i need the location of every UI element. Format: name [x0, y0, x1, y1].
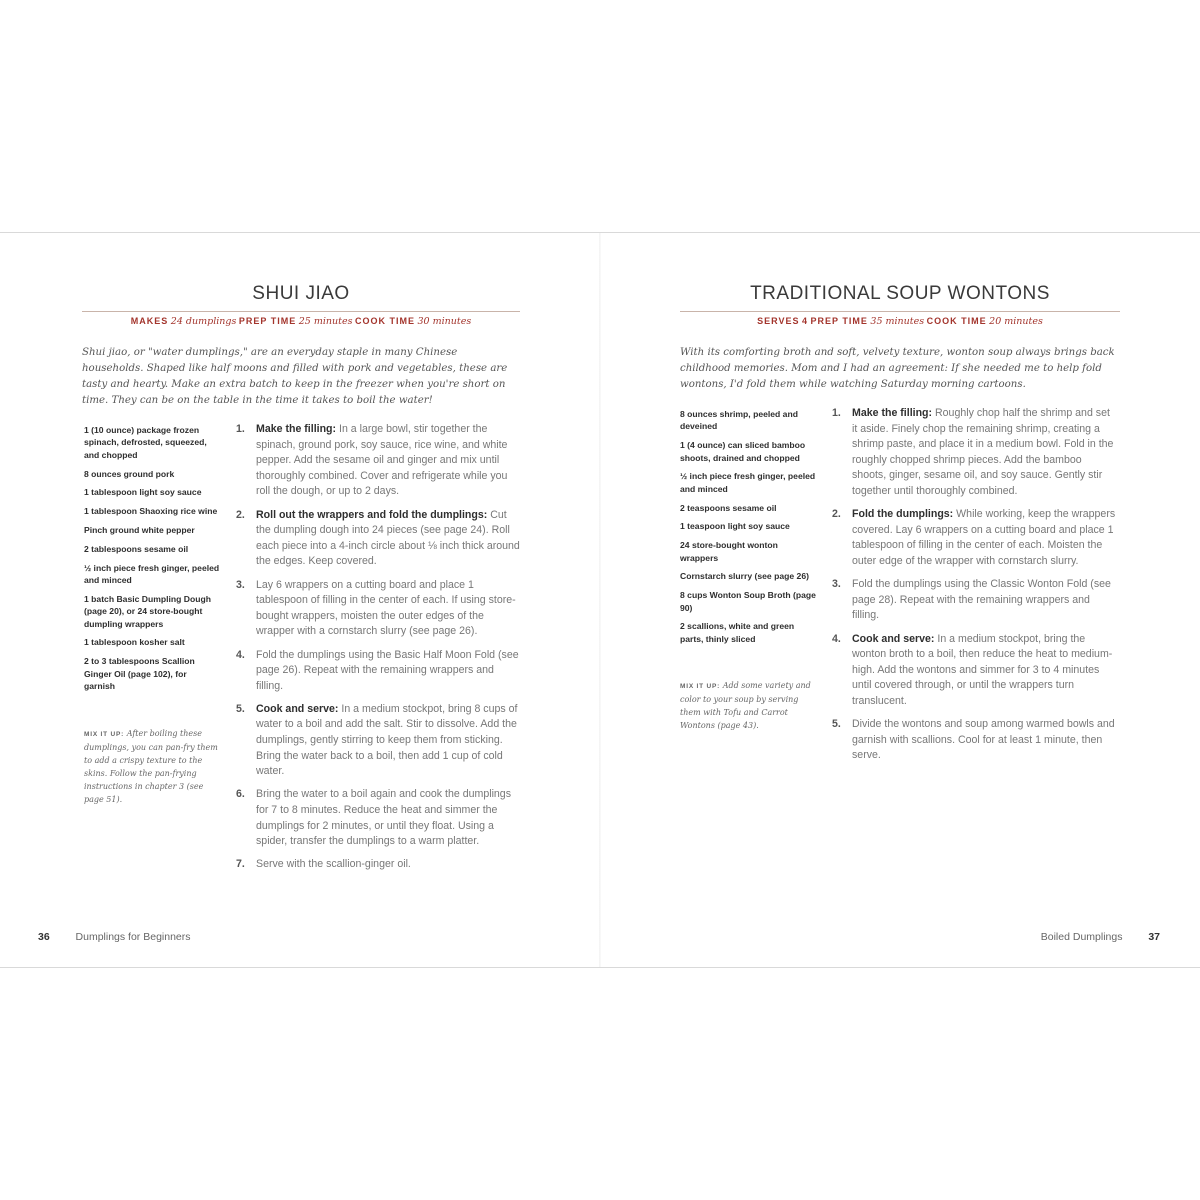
step-text: In a medium stockpot, bring the wonton broth to a boil, then reduce the heat to medium-high. Add the wontons and simmer for 3 to 4 minutes until covered through, or until the wrappers turn translucent. — [852, 632, 1113, 707]
ingredient-item: 1 batch Basic Dumpling Dough (page 20), or 24 store-bought dumpling wrappers — [84, 593, 212, 629]
step-item — [236, 422, 520, 500]
step-lead: Roll out the wrappers and fold the dumplings: — [256, 508, 488, 521]
running-title: Dumplings for Beginners — [75, 931, 191, 943]
step-item — [236, 508, 520, 570]
recipe-title: SHUI JIAO — [252, 283, 350, 304]
step-number: 7. — [236, 858, 245, 871]
left-page — [0, 233, 600, 967]
step-item — [236, 787, 520, 849]
step-number: 5. — [236, 702, 245, 715]
cook-label: COOK TIME — [926, 316, 987, 326]
ingredient-item: 1 tablespoon light soy sauce — [84, 487, 202, 498]
ingredient-item: 8 ounces shrimp, peeled and deveined — [680, 409, 798, 432]
step-lead: Cook and serve: — [256, 702, 339, 715]
recipe-intro: With its comforting broth and soft, velvety texture, wonton soup always brings back childhood memories. Mom and I had an agreement: If she needed me to help fold wontons, I'd fold them while watching Saturday morning cartoons. — [680, 347, 1115, 390]
ingredient-item: 2 to 3 tablespoons Scallion Ginger Oil (page 102), for garnish — [84, 656, 195, 692]
step-text: Divide the wontons and soup among warmed bowls and garnish with scallions. Cool for at least 1 minute, then serve. — [852, 718, 1115, 762]
ingredient-list — [680, 408, 816, 652]
ingredient-item: Pinch ground white pepper — [84, 525, 195, 535]
ingredient-item: 8 ounces ground pork — [84, 468, 175, 479]
ingredient-item: 1 (4 ounce) can sliced bamboo shoots, drained and chopped — [680, 440, 806, 463]
book-spread — [0, 232, 1200, 968]
step-item — [832, 717, 1116, 764]
ingredient-item: 1 (10 ounce) package frozen spinach, defrosted, squeezed, and chopped — [84, 425, 207, 460]
prep-value: 35 minutes — [870, 316, 925, 327]
step-list — [832, 406, 1116, 771]
step-text: Fold the dumplings using the Basic Half Moon Fold (see page 26). Repeat with the remaining wrappers and filling. — [256, 648, 519, 692]
ingredient-item: 2 teaspoons sesame oil — [680, 502, 777, 513]
step-item — [832, 632, 1116, 710]
step-item — [832, 406, 1116, 500]
step-number: 2. — [832, 508, 841, 521]
ingredient-item: Cornstarch slurry (see page 26) — [680, 571, 809, 582]
makes-value: 24 dumplings — [170, 316, 237, 327]
ingredient-item: 8 cups Wonton Soup Broth (page 90) — [680, 590, 816, 613]
page-number: 36 — [38, 931, 50, 943]
step-number: 4. — [236, 648, 245, 661]
step-text: Roughly chop half the shrimp and set it aside. Finely chop the remaining shrimp, creating a shrimp paste, and place it in a medium bowl. Fold in the roughly chopped shrimp pieces. Add the bamboo shoots, ginger, sesame oil, and soy sauce. Gently stir together until thoroughly combined. — [852, 407, 1114, 497]
ingredient-item: ½ inch piece fresh ginger, peeled and minced — [680, 471, 816, 494]
ingredient-item: 24 store-bought wonton wrappers — [680, 540, 778, 563]
page-footer — [1041, 931, 1160, 943]
step-text: In a medium stockpot, bring 8 cups of water to a boil and add the salt. Stir to dissolve. Add the dumplings, gently stirring to keep them from sticking. Bring the water back to a boil, then add 1 cup of cold water. — [256, 702, 518, 778]
step-number: 4. — [832, 632, 841, 645]
step-number: 1. — [832, 407, 841, 419]
step-number: 5. — [832, 718, 841, 731]
step-lead: Cook and serve: — [852, 632, 935, 645]
step-text: In a large bowl, stir together the spinach, ground pork, soy sauce, rice wine, and white pepper. Add the sesame oil and ginger and mix until thoroughly combined. Cover and refrigerate while you roll the dough, or up to 2 days. — [256, 423, 508, 498]
prep-label: PREP TIME — [238, 316, 297, 326]
tip-text: After boiling these dumplings, you can pan-fry them to add a crispy texture to the skins. Follow the pan-frying instructions in chapter 3 (see page 51). — [84, 729, 218, 804]
step-number: 3. — [832, 578, 841, 591]
ingredient-item: 2 scallions, white and green parts, thinly sliced — [680, 621, 795, 644]
cook-value: 30 minutes — [417, 316, 472, 327]
makes-label: MAKES — [130, 316, 169, 326]
serves-label: SERVES — [757, 316, 800, 326]
ingredient-item: 1 tablespoon kosher salt — [84, 637, 185, 648]
step-text: Lay 6 wrappers on a cutting board and place 1 tablespoon of filling in the center of each. If using store-bought wrappers, moisten the outer edges of the wrapper with a cornstarch slurry (see page 26). — [256, 578, 516, 638]
step-item — [236, 578, 520, 640]
prep-value: 25 minutes — [298, 316, 353, 327]
step-number: 1. — [236, 423, 245, 435]
step-item — [236, 702, 520, 780]
right-page — [600, 233, 1200, 967]
step-text: Cut the dumpling dough into 24 pieces (see page 24). Roll each piece into a 4-inch circle about ⅛ inch thick around the edges. Keep covered. — [256, 508, 520, 568]
step-item — [832, 507, 1116, 569]
step-item — [236, 648, 520, 695]
tip-text: Add some variety and color to your soup by serving them with Tofu and Carrot Wontons (page 43). — [680, 681, 811, 730]
page-number: 37 — [1148, 931, 1160, 943]
title-rule — [82, 311, 520, 312]
step-number: 6. — [236, 788, 245, 801]
step-list — [236, 422, 520, 881]
recipe-meta — [680, 316, 1120, 327]
cook-value: 20 minutes — [989, 316, 1043, 327]
step-item — [832, 577, 1116, 624]
ingredient-item: 2 tablespoons sesame oil — [84, 543, 189, 554]
step-text: Serve with the scallion-ginger oil. — [256, 858, 411, 871]
ingredient-item: ½ inch piece fresh ginger, peeled and minced — [84, 562, 220, 585]
running-title: Boiled Dumplings — [1040, 931, 1123, 943]
mix-it-up-tip — [84, 727, 220, 806]
cook-label: COOK TIME — [354, 316, 415, 326]
ingredient-list — [84, 424, 220, 699]
step-text: Bring the water to a boil again and cook the dumplings for 7 to 8 minutes. Reduce the heat and simmer the dumplings for 2 minutes, or until they float. Using a spider, transfer the dumplings to a warm platter. — [256, 788, 512, 848]
ingredient-item: 1 teaspoon light soy sauce — [680, 521, 790, 532]
step-number: 2. — [236, 508, 245, 521]
tip-label: MIX IT UP: — [680, 683, 721, 690]
step-text: While working, keep the wrappers covered. Lay 6 wrappers on a cutting board and place 1 tablespoon of filling in the center of each. Moisten the outer edge of the wrapper with cornstarch slurry. — [852, 508, 1116, 567]
tip-label: MIX IT UP: — [84, 731, 125, 738]
ingredient-item: 1 tablespoon Shaoxing rice wine — [84, 506, 218, 517]
step-number: 3. — [236, 578, 245, 591]
title-rule — [680, 311, 1120, 312]
serves-value: 4 — [802, 316, 809, 326]
page-footer — [38, 931, 191, 943]
recipe-title: TRADITIONAL SOUP WONTONS — [750, 283, 1050, 304]
mix-it-up-tip — [680, 679, 816, 732]
step-lead: Fold the dumplings: — [852, 508, 954, 521]
step-lead: Make the filling: — [852, 407, 933, 419]
prep-label: PREP TIME — [810, 316, 868, 326]
recipe-intro: Shui jiao, or "water dumplings," are an everyday staple in many Chinese households. Shaped like half moons and filled with pork and vegetables, these are tasty and hearty. Make an extra batch to keep in the freezer when you're short on time. They can be on the table in the time it takes to boil the water! — [82, 347, 508, 406]
step-text: Fold the dumplings using the Classic Wonton Fold (see page 28). Repeat with the remaining wrappers and filling. — [852, 578, 1111, 622]
step-lead: Make the filling: — [256, 423, 337, 435]
step-item — [236, 857, 520, 873]
recipe-meta — [82, 316, 520, 327]
